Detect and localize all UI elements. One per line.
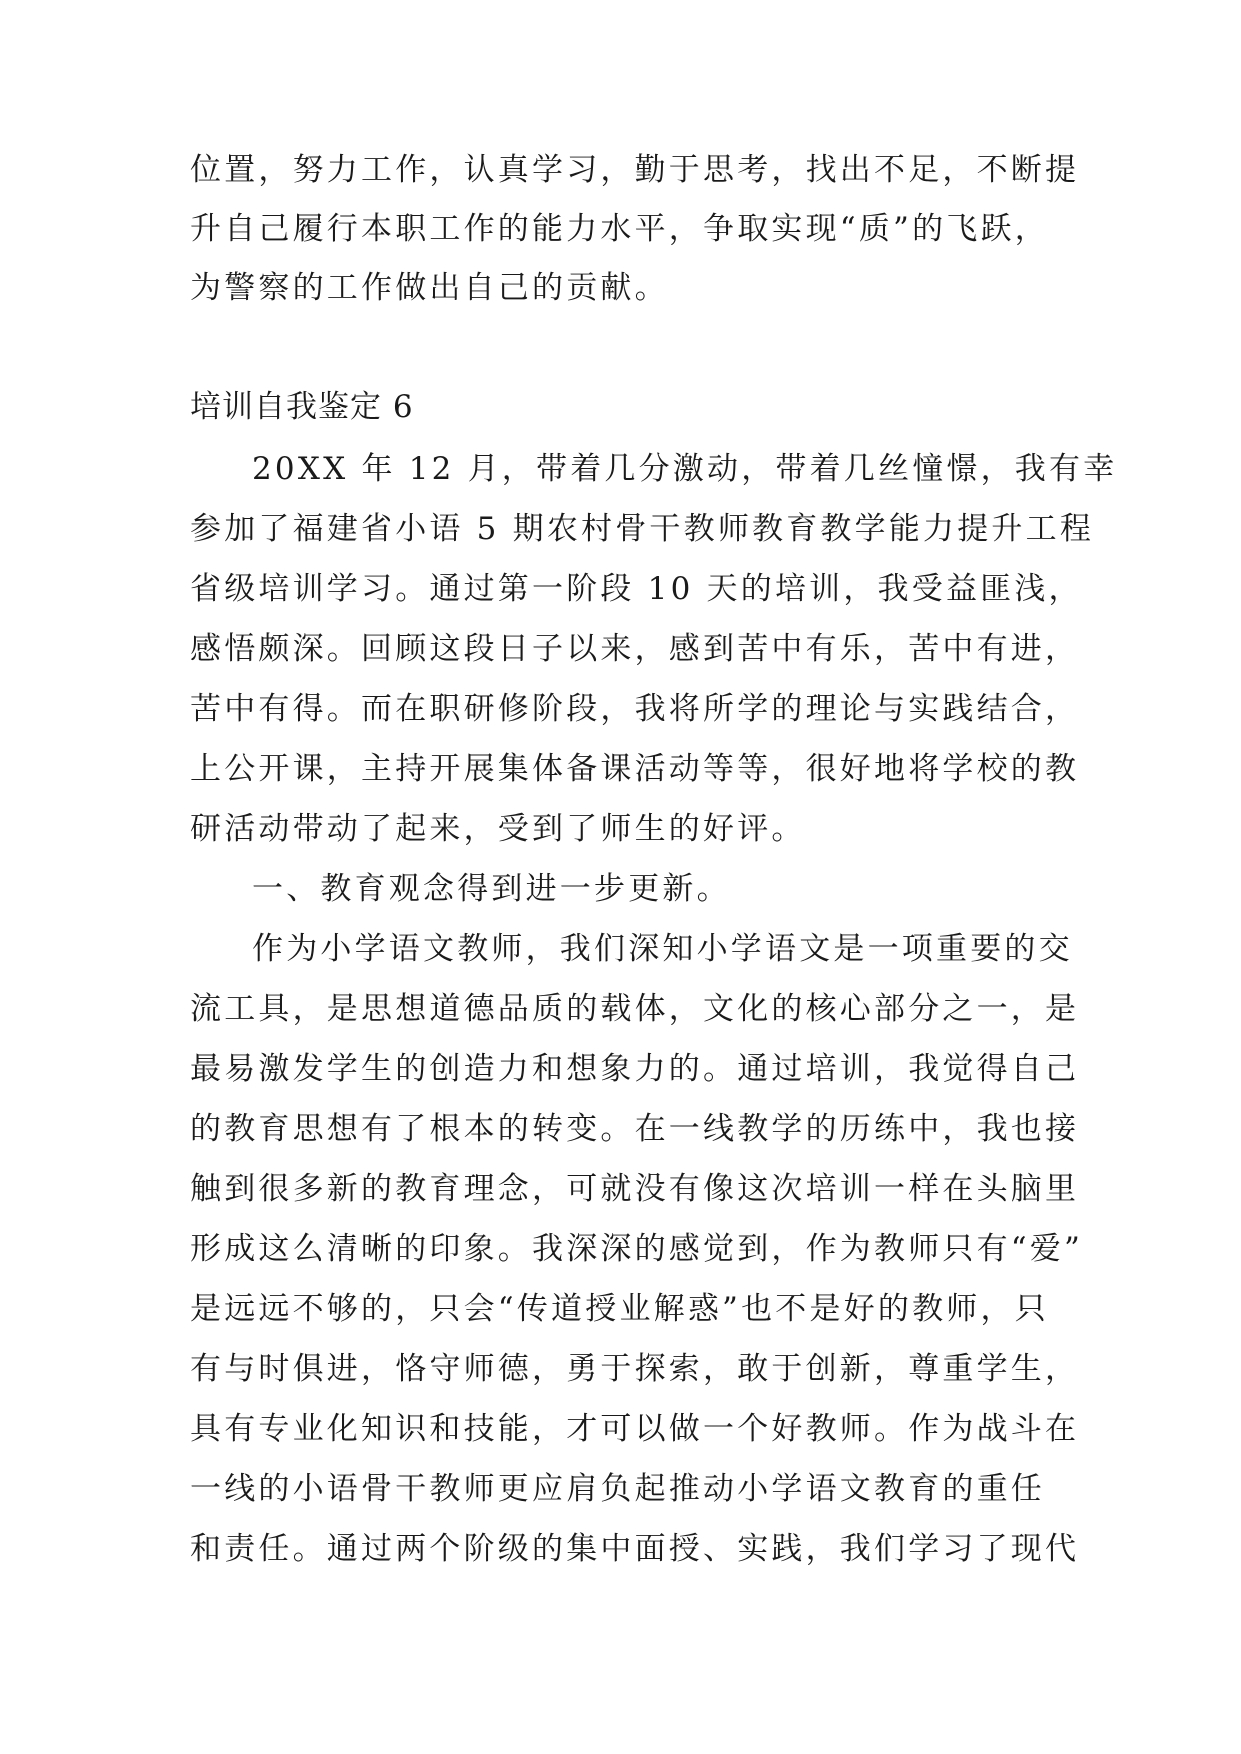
subheading-line: 一、教育观念得到进一步更新。 [252,871,731,907]
text-line: 20XX 年 12 月，带着几分激动，带着几丝憧憬，我有幸 [252,451,1118,487]
text-line: 参加了福建省小语 5 期农村骨干教师教育教学能力提升工程 [190,511,1095,547]
text-line: 作为小学语文教师，我们深知小学语文是一项重要的交 [252,931,1073,967]
text-line: 感悟颇深。回顾这段日子以来，感到苦中有乐，苦中有进， [190,631,1080,667]
text-line: 触到很多新的教育理念，可就没有像这次培训一样在头脑里 [190,1171,1080,1207]
text-line: 是远远不够的，只会“传道授业解惑”也不是好的教师，只 [190,1291,1049,1327]
text-line: 苦中有得。而在职研修阶段，我将所学的理论与实践结合， [190,691,1080,727]
text-line: 升自己履行本职工作的能力水平，争取实现“质”的飞跃， [190,211,1049,247]
text-line: 具有专业化知识和技能，才可以做一个好教师。作为战斗在 [190,1411,1080,1447]
text-line: 一线的小语骨干教师更应肩负起推动小学语文教育的重任 [190,1471,1045,1507]
section-title: 培训自我鉴定 6 [190,389,414,425]
text-line: 研活动带动了起来，受到了师生的好评。 [190,811,806,847]
text-line: 上公开课，主持开展集体备课活动等等，很好地将学校的教 [190,751,1080,787]
text-line: 为警察的工作做出自己的贡献。 [190,270,669,306]
text-line: 的教育思想有了根本的转变。在一线教学的历练中，我也接 [190,1111,1080,1147]
text-line: 最易激发学生的创造力和想象力的。通过培训，我觉得自己 [190,1051,1080,1087]
text-line: 和责任。通过两个阶级的集中面授、实践，我们学习了现代 [190,1531,1080,1567]
text-line: 流工具，是思想道德品质的载体，文化的核心部分之一，是 [190,991,1080,1027]
text-line: 有与时俱进，恪守师德，勇于探索，敢于创新，尊重学生， [190,1351,1080,1387]
text-line: 省级培训学习。通过第一阶段 10 天的培训，我受益匪浅， [190,571,1083,607]
text-line: 形成这么清晰的印象。我深深的感觉到，作为教师只有“爱” [190,1231,1084,1267]
text-line: 位置，努力工作，认真学习，勤于思考，找出不足，不断提 [190,152,1080,188]
